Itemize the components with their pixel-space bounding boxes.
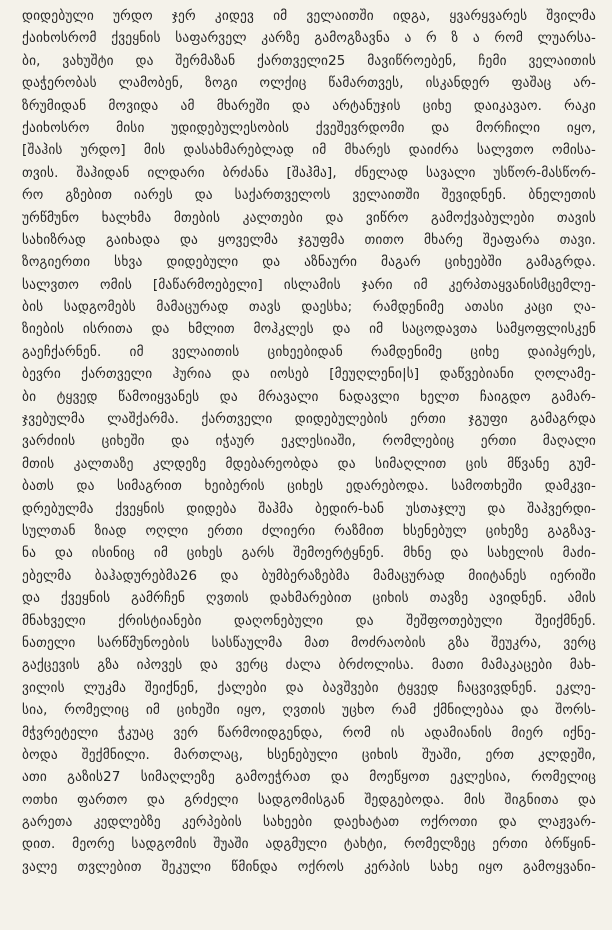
text-line: ქაიხოსრომ ქვეყნის საფარველ კარზე გამოგზავნა ა რ ზ ა რომ ლუარსა-	[22, 31, 596, 47]
text-line: და ქვეყნის გამრჩენ ღვთის დახმარებით ციხის თავზე ავიდნენ. ამის	[22, 591, 596, 607]
text-line: გაქცევის გზა იპოვეს და ვერც ძალა ბრძოლისა. მათი მამაკაცები მახ-	[22, 658, 596, 674]
text-line: ვალე თვლებით შეკული წმინდა ოქროს კერპის სახე იყო გამოყვანი-	[22, 859, 596, 875]
text-line: სალვთო ომის [მაწარმოებელი] ისლამის ჯარი იმ კერპთაყვანისმცემლე-	[22, 277, 596, 293]
text-line: ნათელი სარწმუნოების სასწაულმა მათ მოძრაობის გზა შეუკრა, ვერც	[22, 635, 596, 651]
text-line: ბოდა შექმნილი. მართლაც, ხსენებული ციხის შუაში, ერთ კლდეში,	[22, 747, 596, 763]
text-line: სახიზრად გაიხადა და ყოველმა ჯგუფმა თითო მხარე შეაფარა თავი.	[22, 232, 596, 248]
text-line: თვის. შაჰიდან ილდარი ბრძანა [შაჰმა], ძნელად სავალი უსწორ-მასწორ-	[22, 165, 596, 181]
text-line: დაჭერობას ლამობენ, ზოგი ოლქიც წამართვეს, ისკანდერ ფაშაც არ-	[22, 76, 596, 92]
text-line: ბათს და სიმაგრით ხეიბერის ციხეს ედარებოდა. სამოთხეში დამკვი-	[22, 479, 596, 495]
text-line: [შაჰის ურდო] მის დასახმარებლად იმ მხარეს დაიძრა სალვთო ომისა-	[22, 143, 596, 159]
text-line: ზოგიერთი სხვა დიდებული და აზნაური მაგარ ციხეებში გამაგრდა.	[22, 255, 596, 271]
text-line: ათი გაზის27 სიმაღლეზე გამოეჭრათ და მოეწყოთ ეკლესია, რომელიც	[22, 770, 596, 786]
text-line: ვარძიის ციხეში და იჭაურ ეკლესიაში, რომლებიც ერთი მაღალი	[22, 434, 596, 450]
text-line: მჭვრეტელი ჭკუაც ვერ წარმოიდგენდა, რომ ის ადამიანის მიერ იქნე-	[22, 725, 596, 741]
text-line: ზრუმიდან მოვიდა ამ მხარეში და არტანუჯის ციხე დაიკავაო. რაკი	[22, 98, 596, 114]
text-line: დით. მეორე სადგომის შუაში ადგმული ტახტი, რომელზეც ერთი ბრწყინ-	[22, 837, 596, 853]
text-line: ებელმა ბაჰადურებმა26 და ბუმბერაზებმა მამაცურად მიიტანეს იერიში	[22, 568, 596, 584]
text-line: ოთხი ფართო და გრძელი სადგომისგან შედგებოდა. მის შიგნითა და	[22, 792, 596, 808]
text-line: ბევრი ქართველი ჰურია და იოსებ [მეუღლენი|ს] დაწვებიანი ღოლამე-	[22, 367, 596, 383]
text-line: მთის კალთაზე კლდეზე მდებარეობდა და სიმაღლით ცის მწვანე გუმ-	[22, 456, 596, 472]
text-line: დიდებული ურდო ჯერ კიდევ იმ ველაითში იდგა, ყვარყვარეს შვილმა	[22, 9, 596, 24]
text-line: ბი ტყვედ წამოიყვანეს და მრავალი ნადავლი ხელთ ჩაიგდო გამარ-	[22, 389, 596, 405]
text-line: ნა და ისინიც იმ ციხეს გარს შემოერტყნენ. მხნე და სახელის მაძი-	[22, 546, 596, 562]
text-line: ჯვებულმა ლაშქარმა. ქართველი დიდებულების ერთი ჯგუფი გამაგრდა	[22, 412, 596, 428]
text-line: სულთან ზიად ოღლი ერთი ძლიერი რაზმით ხსენებულ ციხეზე გაგზავ-	[22, 523, 596, 539]
text-line: ქაიხოსრო მისი უდიდებულესობის ქვეშევრდომი და მორჩილი იყო,	[22, 120, 596, 136]
text-line: ურწმუნო ხალხმა მთების კალთები და ვიწრო გამოქვაბულები თავის	[22, 210, 596, 226]
text-line: სია, რომელიც იმ ციხეში იყო, ღვთის უცხო რამ ქმნილებაა და შორს-	[22, 703, 596, 719]
text-line: გარეთა კედლებზე კერპების სახეები დაეხატათ ოქროთი და ლაჟვარ-	[22, 815, 596, 831]
text-line: დრებულმა ქვეყნის დიდება შაჰმა ბედირ-ხან უსთაჯლუ და შაჰვერდი-	[22, 501, 596, 517]
text-line: ვილის ლუკმა შეიქნენ, ქალები და ბავშვები ტყვედ ჩაცვივდნენ. ეკლე-	[22, 680, 596, 696]
text-line: მნახველი ქრისტიანები დაღონებული და შეშფოთებული შეიქმნენ.	[22, 613, 596, 629]
text-line: რო გზებით იარეს და საქართველოს ველაითში შევიდნენ. ბნელეთის	[22, 188, 596, 204]
text-line: ზიების ისრითა და ხმლით მოჰკლეს და იმ საცოდავთა სამყოფლისკენ	[22, 322, 596, 338]
text-line: ბის სადგომებს მამაცურად თავს დაესხა; რამდენიმე ათასი კაცი ღა-	[22, 300, 596, 316]
text-line: გაეჩქარნენ. იმ ველაითის ციხეებიდან რამდენიმე ციხე დაიპყრეს,	[22, 344, 596, 360]
body-text	[22, 6, 596, 879]
text-line: ბი, ვახუშტი და შერმაზან ქართველი25 მავიწროებენ, ჩემი ველაითის	[22, 53, 596, 69]
